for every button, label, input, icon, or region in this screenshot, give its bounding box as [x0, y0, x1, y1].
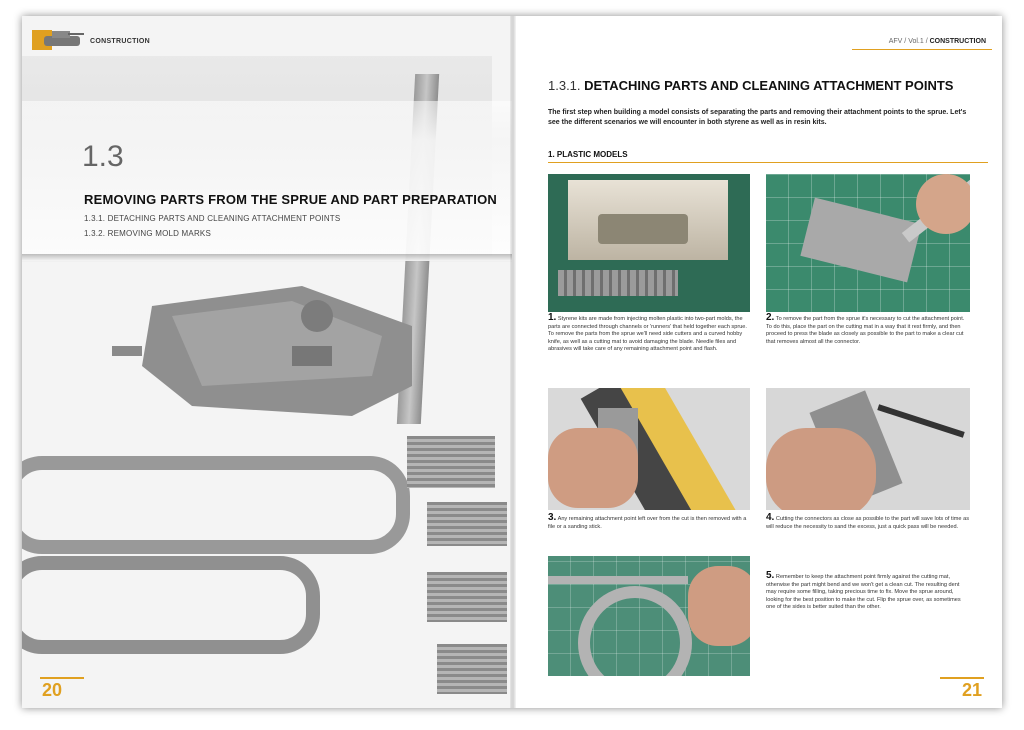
grille-plate-photo — [407, 436, 495, 488]
running-header: CONSTRUCTION — [90, 38, 150, 45]
photo-caption: 5. Remember to keep the attachment point firmly against the cutting mat, otherwise the part might bend and we won't get a clean cut. The resulting dent may require some filling, taking precious time to fix. Move the sprue around, looking for the best position to make the cut. Flip the sprue over, as sometimes one of the sides is better suited than the other. — [766, 570, 961, 611]
page-number: 20 — [42, 680, 63, 700]
chapter-title: REMOVING PARTS FROM THE SPRUE AND PART PREPARATION — [84, 192, 498, 207]
intro-paragraph: The first step when building a model consists of separating the parts and removing their attachment points to the sprue. Let's see the different scenarios we will encounter in both styrene as well as in resin kits. — [548, 109, 967, 126]
section-title: 1.3.1. DETACHING PARTS AND CLEANING ATTACHMENT POINTS — [548, 78, 954, 93]
book-spread — [22, 16, 1002, 708]
left-page — [22, 16, 512, 708]
subsection-entry: 1.3.1. DETACHING PARTS AND CLEANING ATTACHMENT POINTS — [84, 214, 341, 223]
track-link-photo — [22, 556, 320, 654]
grille-plate-photo — [427, 502, 507, 546]
page-number: 21 — [961, 680, 982, 700]
turret-photo — [112, 266, 422, 426]
grille-plate-photo — [437, 644, 507, 694]
photo-caption: 1. Styrene kits are made from injecting molten plastic into two-part molds, the parts are connected through channels or 'runners' that held together each sprue. To remove the parts from the sprue we'll need side cutters and a curved hobby knife, as well as a cutting mat to avoid damaging the blade. Needle files and abrasives will take care of any remaining attachment point and flash. — [548, 312, 747, 353]
running-header: AFV / Vol.1 / CONSTRUCTION — [888, 38, 986, 45]
sanding-stick-photo — [548, 388, 750, 510]
right-page — [512, 16, 1002, 708]
chapter-number: 1.3 — [82, 140, 124, 173]
grille-plate-photo — [427, 572, 507, 622]
tank-logo-icon — [32, 26, 84, 50]
connector-cut-photo — [766, 388, 970, 510]
book-spine — [510, 16, 516, 708]
subsection-heading: 1. PLASTIC MODELS — [548, 150, 628, 159]
sprue-cutting-photo — [548, 556, 750, 676]
kit-box-photo — [548, 174, 750, 312]
photo-caption: 4. Cutting the connectors as close as possible to the part will save lots of time as will reduce the necessity to sand the excess, just a quick pass will be needed. — [766, 512, 969, 530]
photo-caption: 3. Any remaining attachment point left over from the cut is then removed with a file or a sanding stick. — [548, 512, 747, 530]
photo-caption: 2. To remove the part from the sprue it's necessary to cut the attachment point. To do this, place the part on the cutting mat in a way that it rest firmly, and then proceed to press the blade as closely as possible to the part to make a clear cut that removes almost all the connector. — [766, 312, 965, 345]
cutting-knife-photo — [766, 174, 970, 312]
track-link-photo — [22, 456, 410, 554]
subsection-entry: 1.3.2. REMOVING MOLD MARKS — [84, 229, 212, 238]
